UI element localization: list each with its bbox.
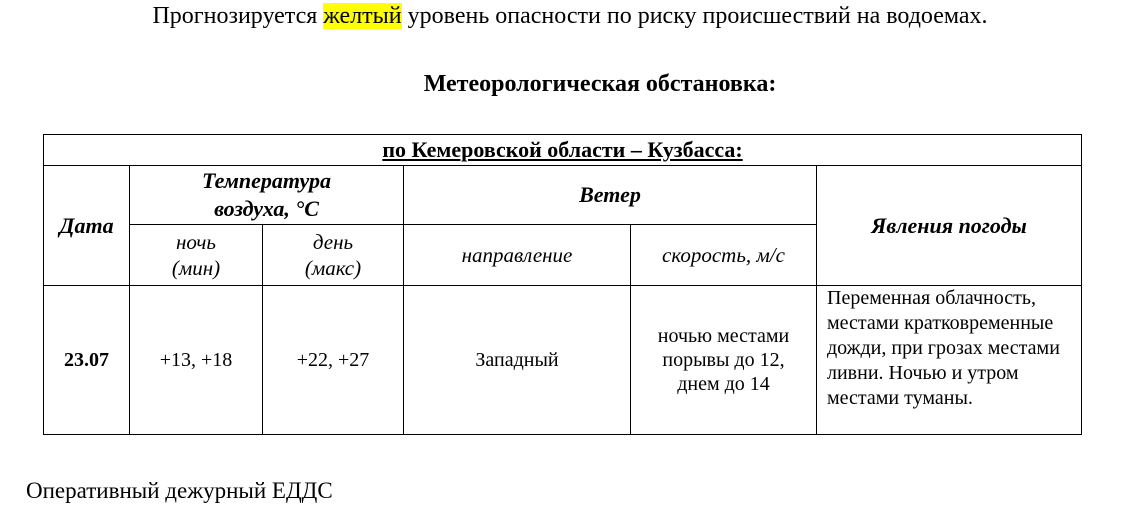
night-temp-cell: +13, +18 bbox=[130, 286, 263, 435]
forecast-prefix: Прогнозируется bbox=[152, 3, 324, 29]
wind-speed-cell: ночью местами порывы до 12, днем до 14 bbox=[631, 286, 817, 435]
region-header: по Кемеровской области – Кузбасса: bbox=[44, 135, 1082, 166]
forecast-line bbox=[0, 0, 1140, 32]
phenomena-header: Явления погоды bbox=[817, 166, 1082, 286]
speed-header: скорость, м/с bbox=[631, 225, 817, 286]
temperature-header: Температура воздуха, °С bbox=[130, 166, 404, 225]
phenomena-cell: Переменная облачность, местами кратковременные дожди, при грозах местами ливни. Ночью и утром местами туманы. bbox=[817, 286, 1082, 435]
direction-header: направление bbox=[404, 225, 631, 286]
table-row bbox=[44, 286, 1082, 435]
night-header: ночь (мин) bbox=[130, 225, 263, 286]
wind-header: Ветер bbox=[404, 166, 817, 225]
forecast-suffix: уровень опасности по риску происшествий на водоемах. bbox=[401, 3, 988, 29]
weather-table bbox=[43, 134, 1082, 435]
day-header: день (макс) bbox=[263, 225, 404, 286]
region-row bbox=[44, 135, 1082, 166]
date-cell: 23.07 bbox=[44, 286, 130, 435]
footer-signature: Оперативный дежурный ЕДДС bbox=[26, 478, 333, 503]
day-temp-cell: +22, +27 bbox=[263, 286, 404, 435]
section-title: Метеорологическая обстановка: bbox=[423, 71, 777, 97]
danger-level-highlight: желтый bbox=[323, 3, 402, 29]
date-header: Дата bbox=[44, 166, 130, 286]
wind-direction-cell: Западный bbox=[404, 286, 631, 435]
header-row-1 bbox=[44, 166, 1082, 225]
